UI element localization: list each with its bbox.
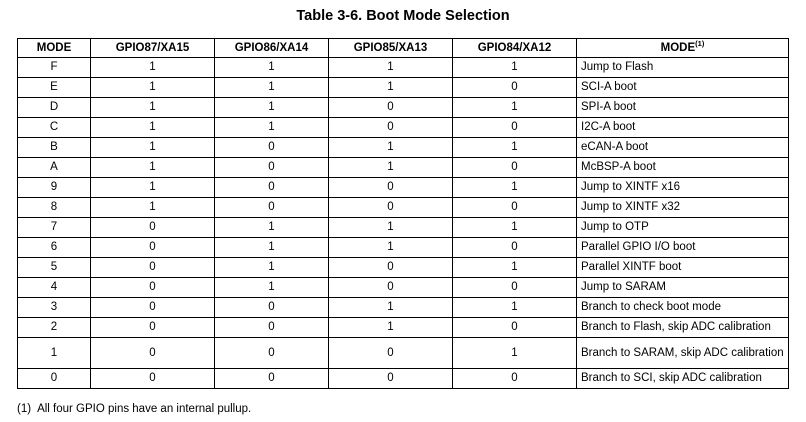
cell-gpio84: 1 — [453, 218, 577, 238]
cell-gpio84: 0 — [453, 278, 577, 298]
header-gpio84: GPIO84/XA12 — [453, 39, 577, 58]
cell-gpio87: 0 — [91, 338, 215, 369]
cell-mode: 1 — [18, 338, 91, 369]
cell-gpio86: 0 — [215, 369, 329, 389]
cell-gpio87: 0 — [91, 258, 215, 278]
cell-description: SPI-A boot — [577, 98, 789, 118]
cell-gpio86: 1 — [215, 58, 329, 78]
cell-mode: 9 — [18, 178, 91, 198]
table-row — [18, 98, 789, 118]
cell-gpio85: 0 — [329, 369, 453, 389]
cell-gpio84: 1 — [453, 138, 577, 158]
cell-gpio85: 1 — [329, 298, 453, 318]
header-mode: MODE — [18, 39, 91, 58]
cell-gpio84: 0 — [453, 369, 577, 389]
cell-mode: A — [18, 158, 91, 178]
cell-gpio84: 0 — [453, 238, 577, 258]
cell-gpio85: 0 — [329, 278, 453, 298]
cell-gpio84: 1 — [453, 338, 577, 369]
cell-description: Jump to OTP — [577, 218, 789, 238]
header-gpio87: GPIO87/XA15 — [91, 39, 215, 58]
cell-gpio87: 0 — [91, 318, 215, 338]
cell-mode: 8 — [18, 198, 91, 218]
cell-description: Jump to XINTF x32 — [577, 198, 789, 218]
cell-mode: 4 — [18, 278, 91, 298]
cell-mode: 7 — [18, 218, 91, 238]
cell-description: Parallel XINTF boot — [577, 258, 789, 278]
cell-gpio86: 0 — [215, 178, 329, 198]
table-row — [18, 78, 789, 98]
cell-gpio87: 1 — [91, 138, 215, 158]
table-row — [18, 218, 789, 238]
cell-gpio84: 1 — [453, 58, 577, 78]
cell-mode: 2 — [18, 318, 91, 338]
cell-gpio84: 0 — [453, 198, 577, 218]
cell-gpio86: 0 — [215, 318, 329, 338]
table-row — [18, 138, 789, 158]
cell-gpio87: 1 — [91, 158, 215, 178]
cell-gpio87: 1 — [91, 58, 215, 78]
cell-gpio85: 1 — [329, 158, 453, 178]
cell-gpio86: 1 — [215, 278, 329, 298]
cell-gpio85: 0 — [329, 118, 453, 138]
cell-gpio85: 0 — [329, 178, 453, 198]
table-row — [18, 338, 789, 369]
table-row — [18, 369, 789, 389]
table-header-row — [18, 39, 789, 58]
cell-mode: D — [18, 98, 91, 118]
cell-gpio84: 0 — [453, 158, 577, 178]
cell-gpio87: 0 — [91, 298, 215, 318]
cell-mode: E — [18, 78, 91, 98]
cell-gpio85: 1 — [329, 58, 453, 78]
cell-gpio85: 1 — [329, 78, 453, 98]
cell-description: SCI-A boot — [577, 78, 789, 98]
cell-gpio86: 0 — [215, 298, 329, 318]
cell-gpio87: 0 — [91, 218, 215, 238]
table-row — [18, 58, 789, 78]
cell-gpio87: 0 — [91, 278, 215, 298]
cell-gpio86: 1 — [215, 258, 329, 278]
header-gpio86: GPIO86/XA14 — [215, 39, 329, 58]
cell-gpio86: 0 — [215, 158, 329, 178]
cell-mode: 3 — [18, 298, 91, 318]
cell-gpio86: 1 — [215, 218, 329, 238]
cell-gpio85: 1 — [329, 318, 453, 338]
cell-description: Branch to Flash, skip ADC calibration — [577, 318, 789, 338]
cell-gpio85: 1 — [329, 238, 453, 258]
cell-mode: C — [18, 118, 91, 138]
table-row — [18, 258, 789, 278]
table-row — [18, 298, 789, 318]
cell-description: Branch to check boot mode — [577, 298, 789, 318]
boot-mode-table — [17, 38, 789, 389]
table-caption: Table 3-6. Boot Mode Selection — [296, 8, 510, 24]
cell-gpio85: 0 — [329, 98, 453, 118]
cell-gpio87: 1 — [91, 118, 215, 138]
cell-mode: F — [18, 58, 91, 78]
cell-gpio85: 1 — [329, 218, 453, 238]
cell-description: eCAN-A boot — [577, 138, 789, 158]
table-row — [18, 118, 789, 138]
cell-gpio84: 0 — [453, 78, 577, 98]
header-gpio85: GPIO85/XA13 — [329, 39, 453, 58]
cell-mode: 5 — [18, 258, 91, 278]
table-row — [18, 198, 789, 218]
cell-gpio84: 1 — [453, 258, 577, 278]
cell-gpio84: 1 — [453, 298, 577, 318]
footnote-text: All four GPIO pins have an internal pullup. — [37, 403, 252, 415]
cell-gpio87: 1 — [91, 98, 215, 118]
cell-description: Jump to Flash — [577, 58, 789, 78]
cell-description: Branch to SCI, skip ADC calibration — [577, 369, 789, 389]
header-description — [577, 39, 789, 58]
cell-gpio85: 1 — [329, 138, 453, 158]
cell-description: Parallel GPIO I/O boot — [577, 238, 789, 258]
footnote-marker: (1) — [17, 403, 32, 415]
cell-gpio86: 0 — [215, 198, 329, 218]
header-footnote-ref: (1) — [695, 38, 705, 48]
cell-mode: 6 — [18, 238, 91, 258]
cell-gpio85: 0 — [329, 198, 453, 218]
cell-description: Jump to SARAM — [577, 278, 789, 298]
cell-gpio87: 0 — [91, 369, 215, 389]
cell-gpio85: 0 — [329, 338, 453, 369]
cell-gpio86: 1 — [215, 78, 329, 98]
cell-gpio86: 1 — [215, 118, 329, 138]
cell-gpio87: 0 — [91, 238, 215, 258]
cell-gpio84: 1 — [453, 98, 577, 118]
cell-gpio87: 1 — [91, 198, 215, 218]
cell-gpio86: 1 — [215, 98, 329, 118]
cell-gpio84: 0 — [453, 318, 577, 338]
cell-description: McBSP-A boot — [577, 158, 789, 178]
table-row — [18, 158, 789, 178]
cell-description: I2C-A boot — [577, 118, 789, 138]
cell-gpio86: 1 — [215, 238, 329, 258]
header-description-label: MODE — [660, 41, 696, 54]
cell-mode: B — [18, 138, 91, 158]
cell-description: Jump to XINTF x16 — [577, 178, 789, 198]
cell-gpio84: 0 — [453, 118, 577, 138]
cell-gpio85: 0 — [329, 258, 453, 278]
cell-gpio87: 1 — [91, 78, 215, 98]
table-row — [18, 318, 789, 338]
table-footnote — [17, 402, 251, 416]
cell-gpio84: 1 — [453, 178, 577, 198]
cell-gpio86: 0 — [215, 338, 329, 369]
table-row — [18, 238, 789, 258]
cell-gpio86: 0 — [215, 138, 329, 158]
cell-description: Branch to SARAM, skip ADC calibration — [577, 338, 789, 369]
table-row — [18, 278, 789, 298]
cell-mode: 0 — [18, 369, 91, 389]
table-row — [18, 178, 789, 198]
cell-gpio87: 1 — [91, 178, 215, 198]
